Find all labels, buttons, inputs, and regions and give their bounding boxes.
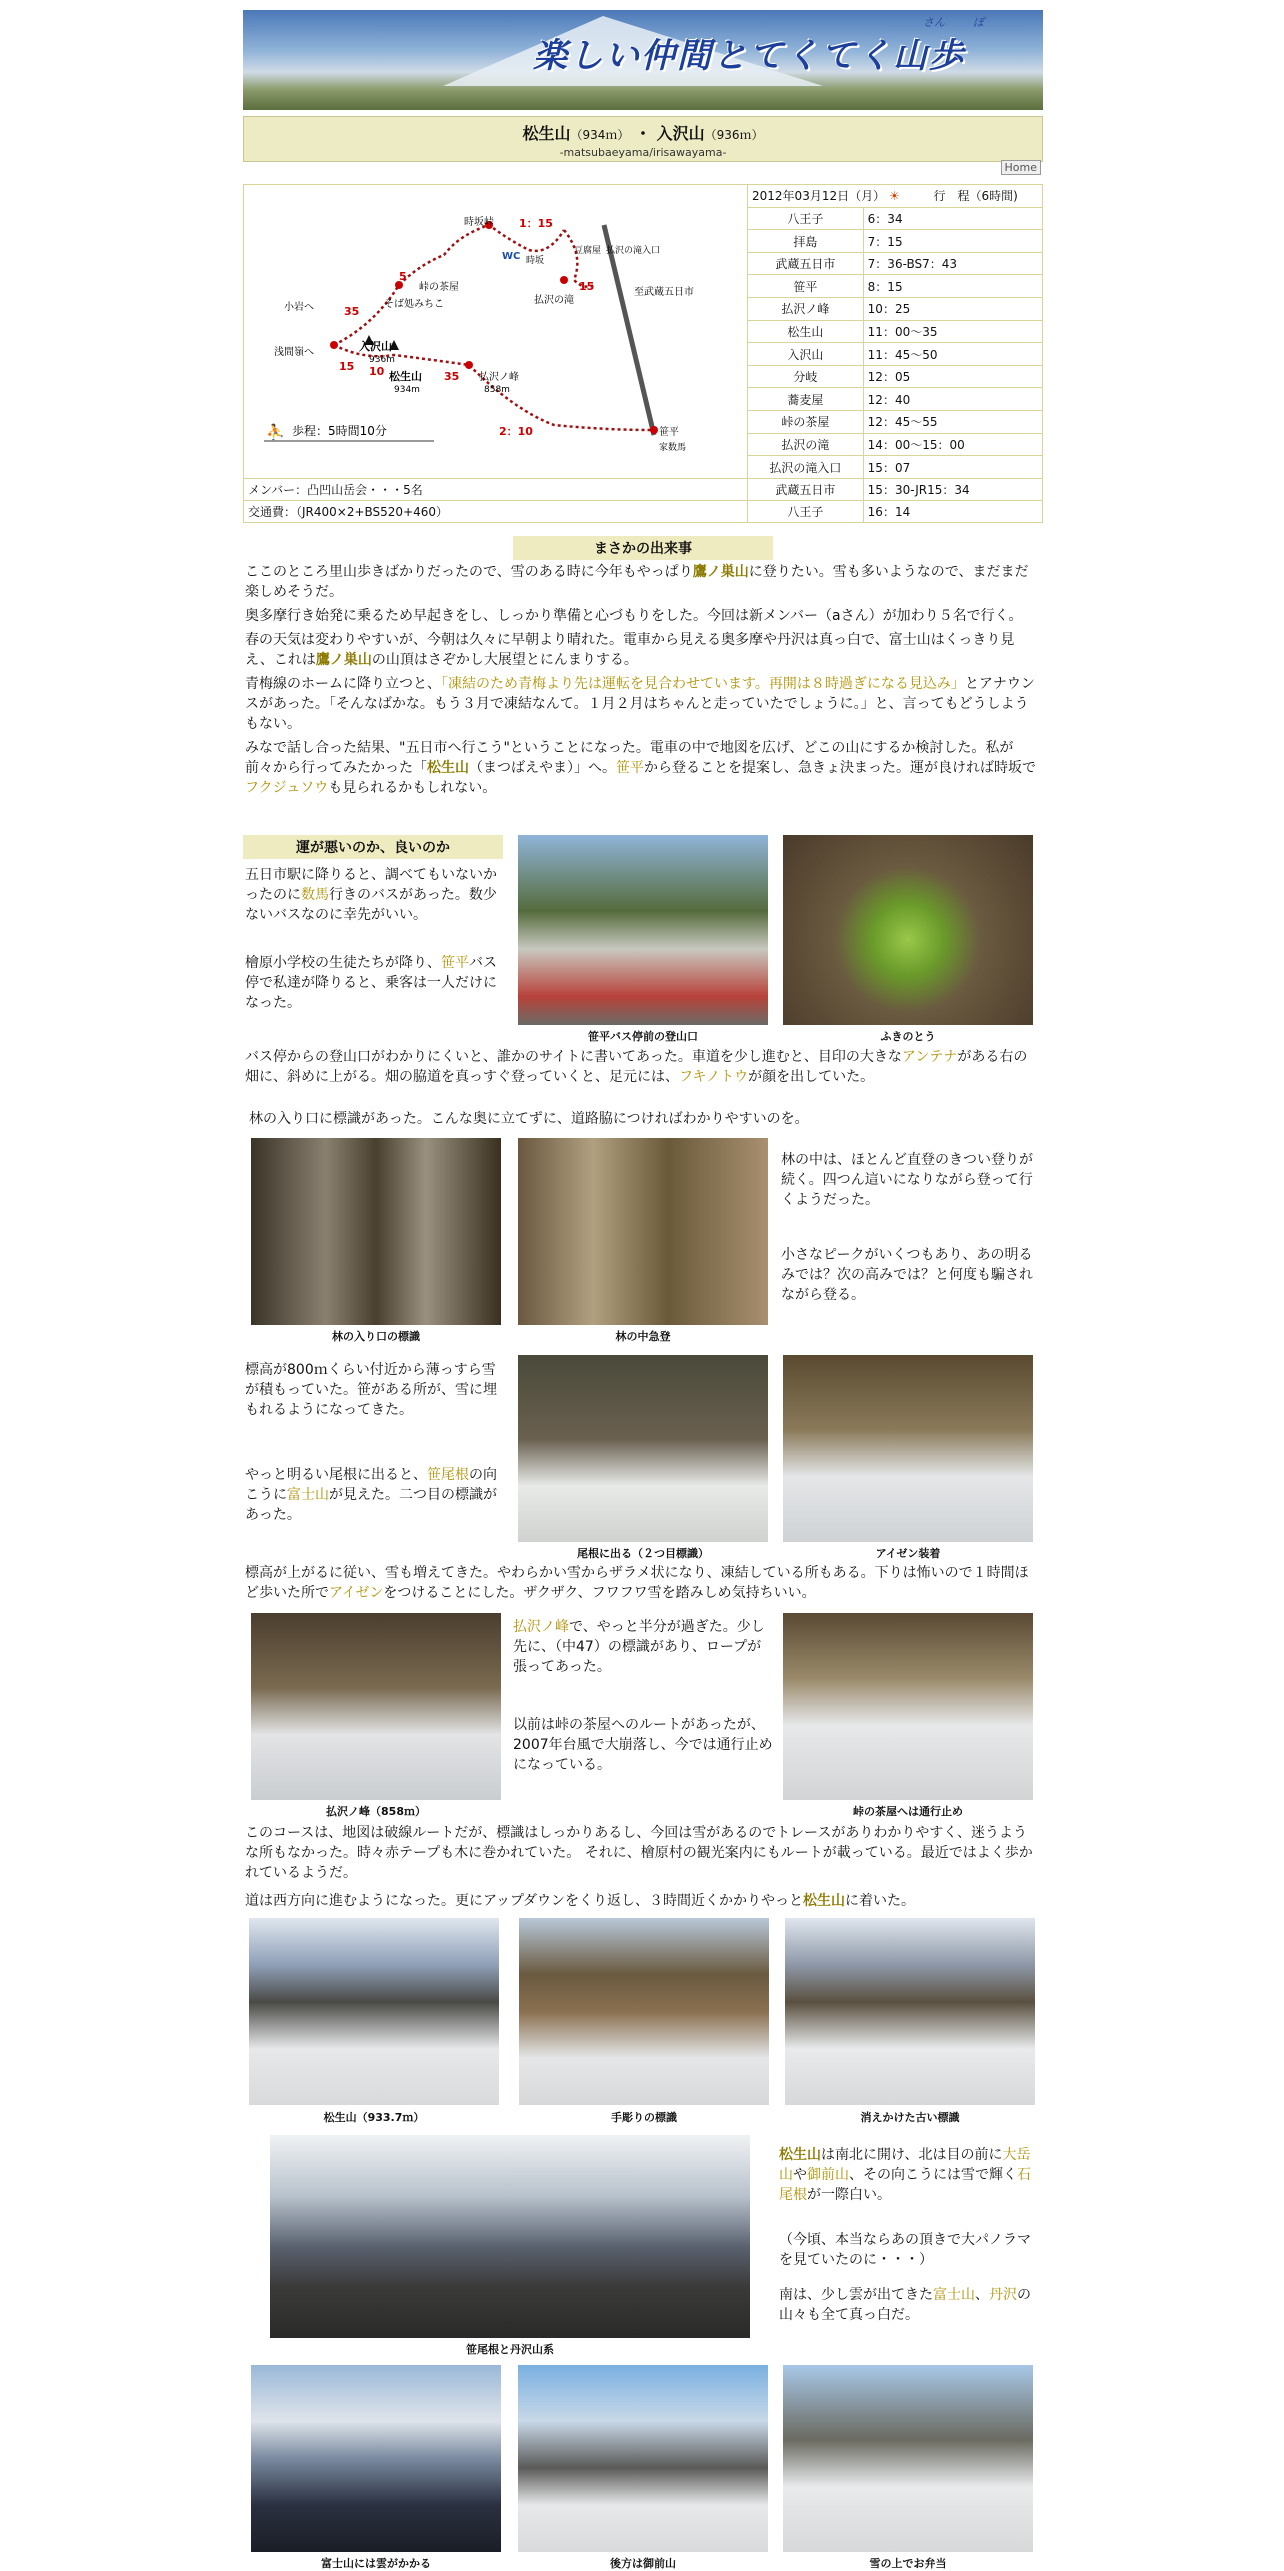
plan-table <box>243 184 1043 523</box>
highlight-mountain: 鷹ノ巣山 <box>315 652 372 668</box>
paragraph: 標高が800ｍくらい付近から薄っすら雪が積もっていた。笹がある所が、雪に埋もれるようになってきた。 <box>245 1362 497 1418</box>
map-time-label: 5 <box>399 270 407 283</box>
schedule-place: 武蔵五日市 <box>748 479 864 501</box>
photo-caption: 峠の茶屋へは通行止め <box>853 1805 963 1818</box>
paragraph: 払沢ノ峰で、やっと半分が過ぎた。少し先に、（中47）の標識があり、ロープが張ってあった。 <box>513 1619 765 1675</box>
photo-carved-sign <box>519 1918 769 2105</box>
photo-group <box>518 2365 768 2552</box>
map-time-label: 1：15 <box>519 217 553 230</box>
schedule-time: 12：40 <box>863 388 1042 411</box>
title-peak1: 松生山 <box>522 124 571 143</box>
map-time-label: 35 <box>444 370 460 383</box>
map-time-label: 35 <box>344 305 360 318</box>
highlight-mountain: 鷹ノ巣山 <box>692 564 749 580</box>
paragraph: 春の天気は変わりやすいが、今朝は久々に早朝より晴れた。電車から見える奥多摩や丹沢は真っ白で、富士山はくっきり見え、これは鷹ノ巣山の山頂はさぞかし大展望とにんまりする。 <box>245 632 1015 668</box>
route-map <box>244 185 748 479</box>
title-peak2: 入沢山 <box>656 124 705 143</box>
map-label: 至武蔵五日市 <box>634 287 694 298</box>
map-label: 豆腐屋 <box>574 246 602 256</box>
paragraph: みなで話し合った結果、"五日市へ行こう"ということになった。電車の中で地図を広げ、どこの山にするか検討した。私が前々から行ってみたかった「松生山（まつばえやま）」へ。笹平から登ることを提案し、急きょ決まった。運が良ければ時坂でフクジュソウも見られるかもしれない。 <box>245 740 1036 796</box>
photo-caption: 林の入り口の標識 <box>332 1330 420 1343</box>
page-title <box>244 117 1042 144</box>
photo-matsubae-summit <box>249 1918 499 2105</box>
sun-icon: ☀ <box>888 189 900 204</box>
paragraph: 松生山は南北に開け、北は目の前に大岳山や御前山、その向こうには雪で輝く石尾根が一際白い。 <box>779 2147 1031 2203</box>
schedule-place: 武蔵五日市 <box>748 252 864 275</box>
page <box>243 10 1043 2570</box>
schedule-time: 7：36-BS7：43 <box>863 252 1042 275</box>
title-peak2-height: （936ｍ） <box>704 128 764 142</box>
map-time-label: 2：10 <box>499 425 533 438</box>
map-label: 払沢の滝 <box>534 295 574 306</box>
map-label: そば処みちこ <box>384 299 444 310</box>
paragraph: このコースは、地図は破線ルートだが、標識はしっかりあるし、今回は雪があるのでトレースがありわかりやすく、迷うような所もなかった。時々赤テープも木に巻かれていた。 それに、檜原村の観光案内にもルートが載っている。最近ではよく歩かれているようだ。 <box>245 1825 1033 1881</box>
schedule-place: 八王子 <box>748 207 864 230</box>
paragraph: 青梅線のホームに降り立つと、「凍結のため青梅より先は運転を見合わせています。再開は８時過ぎになる見込み」とアナウンスがあった。「そんなばかな。もう３月で凍結なんて。１月２月はちゃんと走っていたでしょうに。」と、言ってもどうしようもない。 <box>245 676 1035 732</box>
schedule-place: 峠の茶屋 <box>748 411 864 434</box>
photo-caption: ふきのとう <box>880 1030 936 1043</box>
paragraph: 小さなピークがいくつもあり、あの明るみでは？次の高みでは？と何度も騙されながら登る。 <box>781 1247 1033 1303</box>
map-wc-label: WC <box>502 251 521 262</box>
page-title-bar <box>243 116 1043 162</box>
map-label: 浅間嶺へ <box>274 347 314 358</box>
schedule-time: 6：34 <box>863 207 1042 230</box>
photo-old-sign <box>785 1918 1035 2105</box>
map-label: 小岩へ <box>284 302 314 313</box>
schedule-time: 11：45～50 <box>863 343 1042 366</box>
title-sep: ・ <box>634 124 651 143</box>
paragraph: 林の中は、ほとんど直登のきつい登りが続く。四つん這いになりながら登って行くようだった。 <box>781 1152 1033 1208</box>
photo-caption: 尾根に出る（２つ目標識） <box>577 1547 709 1560</box>
map-label: 934m <box>394 385 420 395</box>
paragraph: 五日市駅に降りると、調べてもいないかったのに数馬行きのバスがあった。数少ないバスなのに幸先がいい。 <box>245 867 497 923</box>
walker-icon: ⛹ <box>266 423 285 441</box>
walk-time-label: 歩程：5時間10分 <box>292 424 387 438</box>
photo-fukinotou <box>783 835 1033 1025</box>
schedule-place: 払沢の滝 <box>748 433 864 456</box>
schedule-place: 蕎麦屋 <box>748 388 864 411</box>
photo-crampons <box>783 1355 1033 1542</box>
highlight-announcement: 「凍結のため青梅より先は運転を見合わせています。再開は８時過ぎになる見込み」 <box>441 676 965 692</box>
photo-caption: 雪の上でお弁当 <box>869 2557 947 2570</box>
schedule-time: 7：15 <box>863 230 1042 253</box>
photo-caption: 林の中急登 <box>615 1330 671 1343</box>
map-time-label: 15 <box>339 360 355 373</box>
schedule-place: 払沢の滝入口 <box>748 456 864 479</box>
map-label: 峠の茶屋 <box>419 282 459 293</box>
home-button[interactable]: Home <box>1001 160 1041 175</box>
schedule-date: 2012年03月12日（月） <box>752 189 886 204</box>
section-2 <box>243 825 1043 2570</box>
photo-steep-forest <box>518 1138 768 1325</box>
map-label: 払沢の滝入口 <box>606 246 661 256</box>
paragraph: 林の入り口に標識があった。こんな奥に立てずに、道路脇につければわかりやすいのを。 <box>249 1111 809 1127</box>
map-label: 松生山 <box>389 370 422 383</box>
photo-caption: 手彫りの標識 <box>611 2111 677 2124</box>
schedule-place: 払沢ノ峰 <box>748 298 864 321</box>
map-time-label: 15 <box>579 280 595 293</box>
schedule-time: 12：05 <box>863 365 1042 388</box>
schedule-header <box>748 185 1043 208</box>
site-banner <box>243 10 1043 110</box>
paragraph: 以前は峠の茶屋へのルートがあったが、2007年台風で大崩落し、今では通行止めになっている。 <box>513 1717 773 1773</box>
photo-forest-sign <box>251 1138 501 1325</box>
paragraph: 道は西方向に進むようになった。更にアップダウンをくり返し、３時間近くかかりやっと松生山に着いた。 <box>245 1893 916 1909</box>
route-map-svg <box>244 185 718 475</box>
title-peak1-height: （934ｍ） <box>570 128 630 142</box>
schedule-place: 松生山 <box>748 320 864 343</box>
schedule-place: 笹平 <box>748 275 864 298</box>
paragraph: 標高が上がるに従い、雪も増えてきた。やわらかい雪からザラメ状になり、凍結している所もある。下りは怖いので１時間ほど歩いた所でアイゼンをつけることにした。ザクザク、フワフワ雪を踏みしめ気持ちいい。 <box>245 1565 1029 1601</box>
map-label: 笹平 <box>659 427 679 438</box>
photo-trailhead <box>518 835 768 1025</box>
schedule-row <box>244 501 1043 523</box>
schedule-time: 10：25 <box>863 298 1042 321</box>
schedule-row <box>244 479 1043 501</box>
highlight-mountain: 松生山 <box>427 760 469 776</box>
schedule-time: 12：45～55 <box>863 411 1042 434</box>
photo-caption: 富士山には雲がかかる <box>321 2557 431 2570</box>
map-time-label: 10 <box>369 365 385 378</box>
schedule-time: 11：00～35 <box>863 320 1042 343</box>
section-heading: まさかの出来事 <box>513 536 773 560</box>
schedule-place: 入沢山 <box>748 343 864 366</box>
banner-ruby: ぽ <box>973 16 984 29</box>
photo-closed-route <box>783 1613 1033 1800</box>
fare-cell: 交通費：（JR400×2+BS520+460） <box>244 501 748 523</box>
schedule-time: 15：30-JR15：34 <box>863 479 1042 501</box>
map-label: 936m <box>369 355 395 365</box>
paragraph: ここのところ里山歩きばかりだったので、雪のある時に今年もやっぱり鷹ノ巣山に登りたい。雪も多いようなので、まだまだ楽しめそうだ。 <box>245 564 1029 600</box>
paragraph: やっと明るい尾根に出ると、笹尾根の向こうに富士山が見えた。二つ目の標識があった。 <box>245 1467 497 1523</box>
photo-caption: 笹尾根と丹沢山系 <box>466 2343 554 2356</box>
members-cell: メンバー：凸凹山岳会・・・5名 <box>244 479 748 501</box>
schedule-time: 15：07 <box>863 456 1042 479</box>
schedule-place: 八王子 <box>748 501 864 523</box>
photo-caption: 払沢ノ峰（858ｍ） <box>326 1805 426 1818</box>
schedule-time: 16：14 <box>863 501 1042 523</box>
page-subtitle: -matsubaeyama/irisawayama- <box>559 146 727 159</box>
site-title: 楽しい仲間とてくてく山歩 <box>533 36 965 76</box>
photo-caption: 後方は御前山 <box>610 2557 676 2570</box>
map-label: 時坂 <box>526 256 545 266</box>
paragraph: 南は、少し雲が出てきた富士山、丹沢の山々も全て真っ白だ。 <box>779 2287 1031 2323</box>
section-heading: 運が悪いのか、良いのか <box>243 835 503 859</box>
schedule-place: 分岐 <box>748 365 864 388</box>
paragraph: 檜原小学校の生徒たちが降り、笹平バス停で私達が降りると、乗客は一人だけになった。 <box>245 955 497 1011</box>
schedule-place: 拝島 <box>748 230 864 253</box>
photo-caption: 松生山（933.7ｍ） <box>323 2111 425 2124</box>
photo-lunch <box>783 2365 1033 2552</box>
section-1 <box>243 526 1043 802</box>
map-label-tokisaka: 時坂峠 <box>464 217 494 228</box>
map-label: 入沢山 <box>359 340 392 353</box>
schedule-time: 14：00～15：00 <box>863 433 1042 456</box>
photo-caption: アイゼン装着 <box>875 1547 941 1560</box>
photo-caption: 笹平バス停前の登山口 <box>588 1030 698 1043</box>
paragraph: バス停からの登山口がわかりにくいと、誰かのサイトに書いてあった。車道を少し進むと、目印の大きなアンテナがある右の畑に、斜めに上がる。畑の脇道を真っすぐ登っていくと、足元には、フキノトウが顔を出していた。 <box>245 1049 1028 1085</box>
photo-ridge-sign <box>518 1355 768 1542</box>
photo-panorama <box>270 2135 750 2338</box>
schedule-heading: 行 程（6時間) <box>933 189 1018 204</box>
photo-hosawanomine <box>251 1613 501 1800</box>
map-label: 858m <box>484 385 510 395</box>
paragraph: （今頃、本当ならあの頂きで大パノラマを見ていたのに・・・） <box>779 2232 1031 2268</box>
photo-caption: 消えかけた古い標識 <box>860 2111 960 2124</box>
map-label: 払沢ノ峰 <box>479 372 519 383</box>
schedule-time: 8：15 <box>863 275 1042 298</box>
map-label: 家数馬 <box>659 443 687 453</box>
paragraph: 奥多摩行き始発に乗るため早起きをし、しっかり準備と心づもりをした。今回は新メンバー（aさん）が加わり５名で行く。 <box>245 608 1023 624</box>
banner-ruby: さん <box>923 16 945 29</box>
photo-fuji-clouds <box>251 2365 501 2552</box>
